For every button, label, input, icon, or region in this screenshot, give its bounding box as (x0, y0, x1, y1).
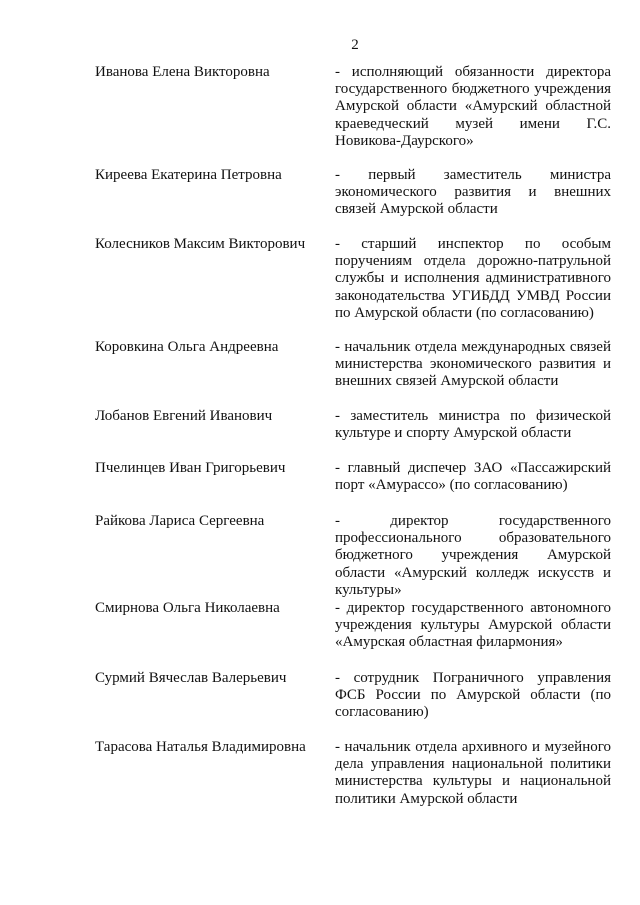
member-role: - заместитель министра по физической культуре и спорту Амурской области (335, 408, 611, 442)
member-name: Иванова Елена Викторовна (95, 64, 270, 80)
member-role: - старший инспектор по особым поручениям отдела дорожно-патрульной службы и исполнения административного законодательства УГИБДД УМВД России по Амурской области (по согласованию) (335, 236, 611, 321)
member-role: - начальник отдела международных связей министерства экономического развития и внешних связей Амурской области (335, 339, 611, 390)
member-name: Киреева Екатерина Петровна (95, 167, 282, 183)
member-name: Сурмий Вячеслав Валерьевич (95, 670, 287, 686)
member-name: Колесников Максим Викторович (95, 236, 306, 252)
page-number: 2 (351, 37, 359, 53)
member-role: - главный диспечер ЗАО «Пассажирский порт «Амурассо» (по согласованию) (335, 460, 611, 494)
member-name: Лобанов Евгений Иванович (95, 408, 273, 424)
member-name: Пчелинцев Иван Григорьевич (95, 460, 286, 476)
member-role: - первый заместитель министра экономического развития и внешних связей Амурской области (335, 167, 611, 218)
member-role: - исполняющий обязанности директора государственного бюджетного учреждения Амурской области «Амурский областной краеведческий музей имени Г.С. Новикова-Даурского» (335, 64, 611, 149)
member-role: - начальник отдела архивного и музейного дела управления национальной политики министерства культуры и национальной политики Амурской области (335, 739, 611, 807)
member-name: Тарасова Наталья Владимировна (95, 739, 306, 755)
member-role: - сотрудник Пограничного управления ФСБ России по Амурской области (по согласованию) (335, 670, 611, 721)
member-role: - директор государственного профессионального образовательного бюджетного учреждения Амурской области «Амурский колледж искусств и культуры» (335, 513, 611, 598)
member-name: Коровкина Ольга Андреевна (95, 339, 279, 355)
member-role: - директор государственного автономного учреждения культуры Амурской области «Амурская областная филармония» (335, 600, 611, 651)
member-name: Смирнова Ольга Николаевна (95, 600, 280, 616)
member-name: Райкова Лариса Сергеевна (95, 513, 265, 529)
